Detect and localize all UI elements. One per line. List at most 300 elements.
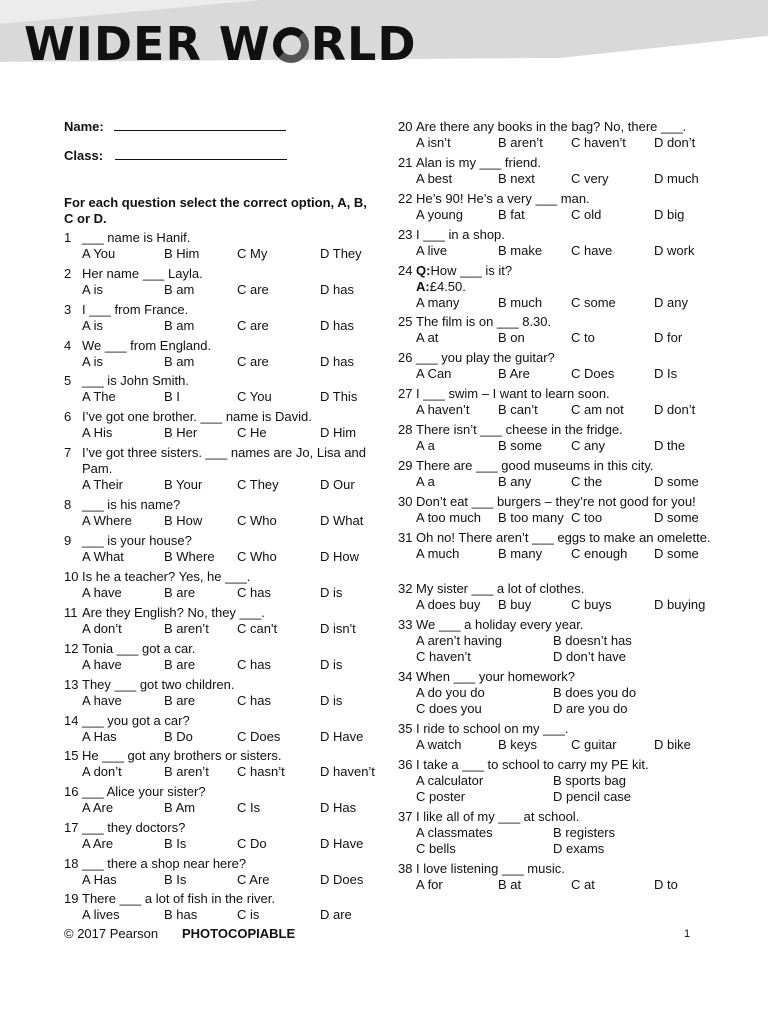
question-3: [64, 302, 376, 334]
question-text-row: [64, 784, 376, 800]
option-c[interactable]: C guitar: [571, 737, 617, 752]
option-b[interactable]: B has: [164, 907, 198, 922]
question-text-row: [398, 530, 728, 546]
wider-world-logo: WIDER W RLD: [24, 17, 417, 71]
option-a[interactable]: A too much: [416, 510, 482, 525]
option-c[interactable]: C poster: [416, 789, 466, 804]
question-20: [398, 119, 728, 151]
question-text: They ___ got two children.: [82, 677, 235, 692]
option-b[interactable]: B fat: [498, 207, 525, 222]
question-9: [64, 533, 376, 565]
option-b[interactable]: B registers: [553, 825, 616, 840]
question-text-row: [398, 861, 728, 877]
option-c[interactable]: C Does: [237, 729, 281, 744]
option-d[interactable]: D for: [654, 330, 683, 345]
options-row: [398, 135, 728, 151]
question-number: 36: [398, 757, 413, 772]
question-text-row: [398, 350, 728, 366]
option-c[interactable]: C haven’t: [571, 135, 626, 150]
options-row: [64, 246, 376, 262]
options-row: [64, 621, 376, 637]
option-d[interactable]: D to: [654, 877, 678, 892]
option-b[interactable]: B Where: [164, 549, 215, 564]
options-row: [398, 841, 728, 857]
option-c[interactable]: C Are: [237, 872, 270, 887]
option-d[interactable]: D Have: [320, 836, 364, 851]
question-number: 37: [398, 809, 413, 824]
option-d[interactable]: D much: [654, 171, 699, 186]
option-d[interactable]: D This: [320, 389, 358, 404]
option-c[interactable]: C has: [237, 585, 271, 600]
options-row: [398, 243, 728, 259]
question-number: 4: [64, 338, 72, 353]
option-b[interactable]: B Am: [164, 800, 196, 815]
question-text: Oh no! There aren’t ___ eggs to make an omelette.: [416, 530, 711, 545]
question-36: [398, 757, 728, 805]
instructions: For each question select the correct option, A, B, C or D.: [64, 195, 367, 226]
option-a[interactable]: A What: [82, 549, 124, 564]
question-text-row: [398, 757, 728, 773]
option-a[interactable]: A lives: [82, 907, 120, 922]
option-a[interactable]: A Where: [82, 513, 132, 528]
option-a[interactable]: A at: [416, 330, 439, 345]
option-b[interactable]: B I: [164, 389, 180, 404]
option-d[interactable]: D some: [654, 510, 699, 525]
question-text-row: [398, 422, 728, 438]
option-c[interactable]: C have: [571, 243, 613, 258]
option-b[interactable]: B Is: [164, 836, 187, 851]
options-row: [398, 295, 728, 311]
question-number: 26: [398, 350, 413, 365]
option-a[interactable]: A Their: [82, 477, 123, 492]
options-row: [398, 773, 728, 789]
option-c[interactable]: C at: [571, 877, 595, 892]
option-a[interactable]: A have: [82, 657, 122, 672]
question-38: [398, 861, 728, 893]
question-13: [64, 677, 376, 709]
option-d[interactable]: D isn't: [320, 621, 356, 636]
question-28: [398, 422, 728, 454]
option-b[interactable]: B on: [498, 330, 525, 345]
question-text: Her name ___ Layla.: [82, 266, 203, 281]
option-b[interactable]: B am: [164, 282, 195, 297]
question-text: Are there any books in the bag? No, there ___.: [416, 119, 687, 134]
question-text-row: [64, 748, 376, 764]
options-row: [398, 546, 728, 562]
options-row: [64, 836, 376, 852]
options-row: [398, 825, 728, 841]
option-b[interactable]: B are: [164, 657, 196, 672]
question-text: There isn’t ___ cheese in the fridge.: [416, 422, 623, 437]
options-row: [64, 693, 376, 709]
option-d[interactable]: D has: [320, 282, 354, 297]
option-b[interactable]: B much: [498, 295, 543, 310]
option-a[interactable]: A a: [416, 474, 435, 489]
option-b[interactable]: B are: [164, 585, 196, 600]
option-b[interactable]: B am: [164, 354, 195, 369]
question-text: ___ is his name?: [82, 497, 181, 512]
question-27: [398, 386, 728, 418]
class-field: [64, 148, 287, 163]
question-25: [398, 314, 728, 346]
option-d[interactable]: D don’t have: [553, 649, 626, 664]
option-d[interactable]: D are: [320, 907, 352, 922]
option-a[interactable]: A You: [82, 246, 116, 261]
option-d[interactable]: D They: [320, 246, 362, 261]
option-d[interactable]: D How: [320, 549, 360, 564]
option-d[interactable]: D some: [654, 546, 699, 561]
option-d[interactable]: D has: [320, 354, 354, 369]
name-label: Name:: [64, 119, 104, 134]
options-row: [64, 318, 376, 334]
question-number: 18: [64, 856, 79, 871]
option-d[interactable]: D buying: [654, 597, 706, 612]
option-d[interactable]: D Have: [320, 729, 364, 744]
option-a[interactable]: A Are: [82, 836, 114, 851]
option-b[interactable]: B Him: [164, 246, 200, 261]
options-row: [398, 474, 728, 490]
option-a[interactable]: A The: [82, 389, 116, 404]
option-c[interactable]: C You: [237, 389, 272, 404]
option-c[interactable]: C are: [237, 318, 269, 333]
options-row: [64, 657, 376, 673]
option-a[interactable]: A isn’t: [416, 135, 451, 150]
option-c[interactable]: C He: [237, 425, 267, 440]
question-text-row: [398, 386, 728, 402]
question-prompt: How ___ is it?: [430, 263, 513, 278]
option-a[interactable]: A is: [82, 354, 103, 369]
option-d[interactable]: D any: [654, 295, 688, 310]
option-b[interactable]: B at: [498, 877, 522, 892]
question-24: [398, 263, 728, 311]
option-b[interactable]: B make: [498, 243, 543, 258]
option-c[interactable]: C does you: [416, 701, 482, 716]
question-37: [398, 809, 728, 857]
option-d[interactable]: D is: [320, 657, 343, 672]
option-a[interactable]: A Has: [82, 872, 117, 887]
options-row: [64, 477, 376, 493]
option-a[interactable]: A calculator: [416, 773, 484, 788]
question-text: I love listening ___ music.: [416, 861, 565, 876]
option-d[interactable]: D the: [654, 438, 686, 453]
option-b[interactable]: B does you do: [553, 685, 637, 700]
question-text: I ___ in a shop.: [416, 227, 505, 242]
option-d[interactable]: D some: [654, 474, 699, 489]
option-d[interactable]: D bike: [654, 737, 691, 752]
option-c[interactable]: C Who: [237, 513, 277, 528]
question-31: [398, 530, 728, 562]
options-row: [398, 171, 728, 187]
question-text-row: [398, 581, 728, 597]
question-number: 9: [64, 533, 72, 548]
question-text: Don’t eat ___ burgers – they’re not good for you!: [416, 494, 696, 509]
question-text: I like all of my ___ at school.: [416, 809, 580, 824]
options-row: [398, 789, 728, 805]
options-row: [64, 585, 376, 601]
question-text-row: [398, 721, 728, 737]
option-a[interactable]: A a: [416, 438, 435, 453]
question-text-row: [64, 338, 376, 354]
option-d[interactable]: D pencil case: [553, 789, 632, 804]
question-number: 19: [64, 891, 79, 906]
question-number: 13: [64, 677, 79, 692]
question-29: [398, 458, 728, 490]
option-c[interactable]: C can't: [237, 621, 278, 636]
option-a[interactable]: A watch: [416, 737, 462, 752]
option-d[interactable]: D don’t: [654, 402, 696, 417]
answer-value: £4.50.: [429, 279, 466, 294]
option-d[interactable]: D Is: [654, 366, 678, 381]
q-label: Q:: [416, 263, 431, 278]
question-text: I’ve got one brother. ___ name is David.: [82, 409, 312, 424]
question-number: 20: [398, 119, 413, 134]
question-text: The film is on ___ 8.30.: [416, 314, 552, 329]
question-text: We ___ from England.: [82, 338, 212, 353]
question-number: 6: [64, 409, 72, 424]
question-text: He ___ got any brothers or sisters.: [82, 748, 282, 763]
question-text: ___ name is Hanif.: [82, 230, 191, 245]
option-a[interactable]: A for: [416, 877, 443, 892]
question-text: ___ you play the guitar?: [416, 350, 555, 365]
question-17: [64, 820, 376, 852]
option-c[interactable]: C bells: [416, 841, 456, 856]
option-a[interactable]: A does buy: [416, 597, 481, 612]
question-number: 1: [64, 230, 72, 245]
option-b[interactable]: B aren’t: [164, 621, 209, 636]
question-number: 5: [64, 373, 72, 388]
question-text: I ___ from France.: [82, 302, 189, 317]
options-row: [64, 282, 376, 298]
question-number: 11: [64, 605, 78, 620]
option-c[interactable]: C some: [571, 295, 616, 310]
option-c[interactable]: C are: [237, 282, 269, 297]
option-c[interactable]: C to: [571, 330, 595, 345]
question-text-row: [398, 617, 728, 633]
question-number: 23: [398, 227, 413, 242]
option-c[interactable]: C enough: [571, 546, 628, 561]
a-label: A:: [416, 279, 430, 294]
question-text-row: [64, 266, 376, 282]
question-number: 16: [64, 784, 79, 799]
question-text-row: [64, 373, 376, 389]
question-text-row: [64, 409, 376, 425]
options-row: [64, 549, 376, 565]
option-b[interactable]: B Your: [164, 477, 203, 492]
question-21: [398, 155, 728, 187]
question-text: There are ___ good museums in this city.: [416, 458, 654, 473]
option-a[interactable]: A best: [416, 171, 453, 186]
option-c[interactable]: C hasn’t: [237, 764, 285, 779]
question-text-row: [398, 458, 728, 474]
option-d[interactable]: D Him: [320, 425, 357, 440]
option-a[interactable]: A is: [82, 318, 103, 333]
photocopiable-label: PHOTOCOPIABLE: [182, 926, 296, 941]
options-row: [398, 510, 728, 526]
option-a[interactable]: A Can: [416, 366, 452, 381]
name-line[interactable]: [114, 119, 286, 131]
option-d[interactable]: D Has: [320, 800, 357, 815]
option-a[interactable]: A live: [416, 243, 448, 258]
option-c[interactable]: C old: [571, 207, 602, 222]
option-a[interactable]: A Are: [82, 800, 114, 815]
question-text-row: [398, 227, 728, 243]
question-text-row: [398, 263, 728, 279]
question-text-row: [64, 605, 376, 621]
question-text: Alan is my ___ friend.: [416, 155, 542, 170]
option-b[interactable]: B Are: [498, 366, 530, 381]
option-c[interactable]: C is: [237, 907, 260, 922]
question-text-row: [64, 856, 376, 872]
option-c[interactable]: C are: [237, 354, 269, 369]
options-row: [64, 729, 376, 745]
question-text-row: [398, 494, 728, 510]
question-26: [398, 350, 728, 382]
option-b[interactable]: B can’t: [498, 402, 538, 417]
options-row: [64, 425, 376, 441]
option-c[interactable]: C has: [237, 693, 271, 708]
options-row: [398, 685, 728, 701]
question-text: I ___ swim – I want to learn soon.: [416, 386, 610, 401]
option-b[interactable]: B How: [164, 513, 203, 528]
question-text-row: [64, 891, 376, 907]
copyright: © 2017 Pearson: [64, 926, 159, 941]
option-c[interactable]: C Who: [237, 549, 277, 564]
option-d[interactable]: D Does: [320, 872, 364, 887]
option-c[interactable]: C My: [237, 246, 268, 261]
question-text: ___ they doctors?: [82, 820, 186, 835]
option-a[interactable]: A haven’t: [416, 402, 470, 417]
option-b[interactable]: B next: [498, 171, 535, 186]
question-23: [398, 227, 728, 259]
option-c[interactable]: C has: [237, 657, 271, 672]
option-b[interactable]: B doesn’t has: [553, 633, 632, 648]
question-2: [64, 266, 376, 298]
option-c[interactable]: C any: [571, 438, 605, 453]
option-d[interactable]: D haven’t: [320, 764, 375, 779]
question-number: 38: [398, 861, 413, 876]
option-b[interactable]: B keys: [498, 737, 538, 752]
option-c[interactable]: C am not: [571, 402, 624, 417]
option-c[interactable]: C the: [571, 474, 603, 489]
option-c[interactable]: C very: [571, 171, 609, 186]
option-a[interactable]: A classmates: [416, 825, 493, 840]
option-b[interactable]: B aren’t: [164, 764, 209, 779]
option-b[interactable]: B buy: [498, 597, 532, 612]
option-a[interactable]: A have: [82, 693, 122, 708]
question-text: [416, 263, 728, 279]
question-number: 2: [64, 266, 72, 281]
question-text-row: [64, 641, 376, 657]
question-text: Are they English? No, they ___.: [82, 605, 265, 620]
question-text-row: [64, 302, 376, 318]
option-b[interactable]: B am: [164, 318, 195, 333]
question-text-row: [64, 533, 376, 549]
option-a[interactable]: A is: [82, 282, 103, 297]
option-b[interactable]: B sports bag: [553, 773, 626, 788]
question-number: 3: [64, 302, 72, 317]
question-number: 32: [398, 581, 413, 596]
question-text-row: [398, 809, 728, 825]
option-c[interactable]: C buys: [571, 597, 612, 612]
option-b[interactable]: B many: [498, 546, 543, 561]
option-b[interactable]: B too many: [498, 510, 564, 525]
option-d[interactable]: D has: [320, 318, 354, 333]
question-text: There ___ a lot of fish in the river.: [82, 891, 275, 906]
class-line[interactable]: [115, 148, 287, 160]
options-row: [398, 207, 728, 223]
option-c[interactable]: C They: [237, 477, 279, 492]
option-c[interactable]: C too: [571, 510, 603, 525]
options-row: [398, 330, 728, 346]
option-d[interactable]: D don’t: [654, 135, 696, 150]
question-text: ___ is your house?: [82, 533, 192, 548]
option-a[interactable]: A don’t: [82, 764, 122, 779]
option-d[interactable]: D exams: [553, 841, 605, 856]
option-b[interactable]: B some: [498, 438, 543, 453]
question-19: [64, 891, 376, 923]
question-number: 15: [64, 748, 79, 763]
option-d[interactable]: D What: [320, 513, 364, 528]
question-12: [64, 641, 376, 673]
option-a[interactable]: A young: [416, 207, 463, 222]
question-text-row: [64, 445, 376, 477]
option-a[interactable]: A many: [416, 295, 460, 310]
question-text-row: [398, 669, 728, 685]
option-b[interactable]: B Her: [164, 425, 198, 440]
option-a[interactable]: A do you do: [416, 685, 485, 700]
option-d[interactable]: D is: [320, 585, 343, 600]
option-d[interactable]: D is: [320, 693, 343, 708]
option-d[interactable]: D are you do: [553, 701, 628, 716]
option-d[interactable]: D Our: [320, 477, 355, 492]
options-row: [398, 402, 728, 418]
options-row: [398, 877, 728, 893]
option-b[interactable]: B are: [164, 693, 196, 708]
option-d[interactable]: D work: [654, 243, 695, 258]
options-row: [64, 354, 376, 370]
option-a[interactable]: A aren’t having: [416, 633, 503, 648]
option-c[interactable]: C Do: [237, 836, 267, 851]
question-7: [64, 445, 376, 493]
option-b[interactable]: B aren’t: [498, 135, 543, 150]
question-number: 10: [64, 569, 79, 584]
options-row: [398, 633, 728, 649]
option-a[interactable]: A much: [416, 546, 460, 561]
option-c[interactable]: C haven’t: [416, 649, 471, 664]
option-c[interactable]: C Does: [571, 366, 615, 381]
question-number: 7: [64, 445, 72, 460]
question-text-row: [64, 713, 376, 729]
option-b[interactable]: B Do: [164, 729, 193, 744]
option-d[interactable]: D big: [654, 207, 685, 222]
question-text: Is he a teacher? Yes, he ___.: [82, 569, 251, 584]
question-number: 24: [398, 263, 413, 278]
question-10: [64, 569, 376, 601]
option-b[interactable]: B any: [498, 474, 532, 489]
question-text: Tonia ___ got a car.: [82, 641, 196, 656]
option-b[interactable]: B Is: [164, 872, 187, 887]
header-banner: [0, 0, 768, 92]
question-text: I ride to school on my ___.: [416, 721, 569, 736]
page-number: 1: [684, 928, 691, 940]
option-a[interactable]: A don’t: [82, 621, 122, 636]
option-a[interactable]: A His: [82, 425, 113, 440]
option-a[interactable]: A have: [82, 585, 122, 600]
question-text-row: [398, 191, 728, 207]
question-16: [64, 784, 376, 816]
option-c[interactable]: C Is: [237, 800, 261, 815]
option-a[interactable]: A Has: [82, 729, 117, 744]
